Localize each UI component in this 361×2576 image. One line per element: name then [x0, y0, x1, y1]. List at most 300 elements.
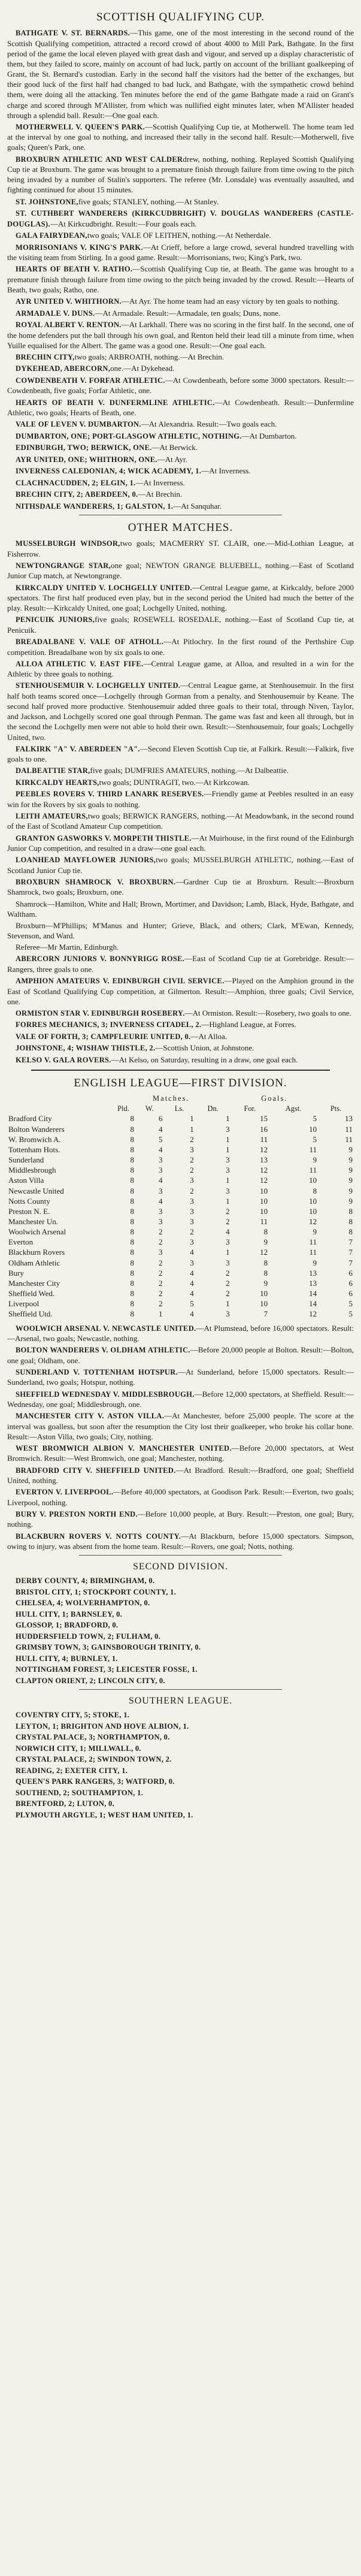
column-header: For. — [244, 1104, 256, 1113]
stat-cell: 2 — [158, 1258, 163, 1267]
match-text: two goals; VALE OF LEITHEN, nothing.—At Netherdale. — [87, 231, 271, 240]
table-row — [7, 1216, 354, 1227]
stat-cell: 11 — [309, 1144, 317, 1154]
match-report — [7, 899, 354, 919]
league-table — [7, 1094, 354, 1319]
match-text: —At Pitlochry. In the first round of the Perthshire Cup competition. Breadalbane won by six goals to one. — [7, 637, 354, 657]
stat-cell: 12 — [309, 1216, 317, 1226]
result-line: GRIMSBY TOWN, 3; GAINSBOROUGH TRINITY, 0. — [16, 1643, 201, 1652]
match-headline: INVERNESS CALEDONIAN, 4; WICK ACADEMY, 1. — [16, 467, 202, 476]
match-text: —At Berwick. — [151, 443, 198, 452]
match-report — [7, 1323, 354, 1344]
match-headline: BATHGATE V. ST. BERNARDS. — [16, 29, 131, 38]
stat-cell: 4 — [158, 1176, 163, 1185]
match-report — [7, 1443, 354, 1464]
stat-cell: 8 — [348, 1227, 353, 1237]
team-name: Notts County — [8, 1196, 50, 1206]
result-line: SOUTHEND, 2; SOUTHAMPTON, 1. — [16, 1788, 144, 1797]
match-text: —At Bradford. Result:—Bradford, one goal; Sheffield United, nothing. — [7, 1465, 354, 1485]
match-report — [7, 560, 354, 581]
match-report — [7, 833, 354, 854]
match-text: —Central League game, at Kirkcaldy, before 2000 spectators. The first half produced even play, but in the second period the United had much the better of the play. Result:—Kirkcaldy United, one goal; Lochgelly United, nothing. — [7, 582, 354, 613]
match-report — [7, 197, 354, 207]
stat-cell: 1 — [158, 1309, 163, 1319]
match-text: —At Alloa. — [190, 1031, 227, 1041]
stat-cell: 8 — [130, 1186, 134, 1195]
match-text: drew, nothing, nothing. Replayed Scottish Qualifying Cup tie at Broxburn. The game was brought to a premature finish through failure from time owing to the pitch being invaded by a number of Stalin's supporters. The referee (Mr. Lonsdale) was eventually assaulted, and fighting continued for about 15 minutes. — [7, 154, 354, 195]
match-text: —At Alexandria. Result:—Two goals each. — [141, 419, 277, 429]
stat-cell: 10 — [260, 1186, 268, 1195]
match-text: two goals; MUSSELBURGH ATHLETIC, nothing.—East of Scotland Junior Cup tie. — [7, 855, 354, 875]
table-row — [7, 1144, 354, 1155]
stat-cell: 8 — [348, 1216, 353, 1226]
match-report — [7, 538, 354, 559]
stat-cell: 8 — [130, 1124, 134, 1134]
stat-cell: 10 — [309, 1206, 317, 1216]
match-headline: MORRISONIANS V. KING'S PARK. — [16, 243, 143, 252]
stat-cell: 9 — [313, 1258, 317, 1267]
match-report — [7, 1367, 354, 1388]
match-headline: CLACHNACUDDEN, 2; ELGIN, 1. — [16, 478, 136, 487]
stat-cell: 8 — [130, 1278, 134, 1288]
stat-cell: 6 — [348, 1289, 353, 1298]
stat-cell: 11 — [345, 1124, 353, 1134]
match-text: five goals; ROSEWELL ROSEDALE, nothing.—East of Scotland Cup tie, at Penicuik. — [7, 615, 354, 635]
stat-cell: 8 — [130, 1258, 134, 1267]
match-text: —At Plumstead, before 16,000 spectators. Result:—Arsenal, two goals; Newcastle, nothing. — [7, 1323, 354, 1343]
match-report — [7, 397, 354, 418]
stat-cell: 4 — [158, 1196, 163, 1206]
stat-cell: 2 — [190, 1134, 194, 1144]
match-headline: DALBEATTIE STAR, — [16, 766, 90, 775]
match-report — [7, 1043, 354, 1053]
match-report — [7, 942, 354, 952]
stat-cell: 2 — [158, 1227, 163, 1237]
result-line: CRYSTAL PALACE, 2; SWINDON TOWN, 2. — [16, 1755, 172, 1764]
match-report — [7, 454, 354, 465]
match-text: —At Larkhall. There was no scoring in the first half. In the second, one of the home defenders put the ball through his own goal, and Renton held their lead till a minute from time, when Yuille equalised for the Albert. The game was a good one. Result:—One goal each. — [7, 320, 354, 350]
match-report — [7, 1487, 354, 1508]
match-text: —Played on the Amphion ground in the East of Scotland Qualifying Cup competition, at Gilmerton. Result:—Amphion, three goals; Civil Service, one. — [7, 976, 354, 1006]
stat-cell: 8 — [263, 1227, 268, 1237]
match-report — [7, 319, 354, 351]
result-line: COVENTRY CITY, 5; STOKE, 1. — [16, 1711, 130, 1720]
stat-cell: 3 — [158, 1165, 163, 1175]
team-name: Manchester City — [8, 1278, 60, 1288]
column-header: W. — [145, 1104, 154, 1113]
stat-cell: 2 — [226, 1289, 230, 1298]
match-headline: DYKEHEAD, ABERCORN, — [16, 364, 111, 373]
stat-cell: 1 — [226, 1134, 230, 1144]
team-name: W. Bromwich A. — [8, 1134, 61, 1144]
match-report — [7, 154, 354, 195]
match-text: five goals; STANLEY, nothing.—At Stanley. — [78, 197, 219, 206]
match-text: —At Dumbarton. — [241, 431, 297, 440]
stat-cell: 9 — [313, 1227, 317, 1237]
match-headline: MUSSELBURGH WINDSOR, — [16, 539, 120, 548]
stat-cell: 11 — [309, 1165, 317, 1175]
match-headline: ST. JOHNSTONE, — [16, 197, 78, 206]
stat-cell: 3 — [190, 1176, 194, 1185]
stat-cell: 2 — [190, 1186, 194, 1195]
stat-cell: 11 — [260, 1134, 268, 1144]
team-name: Blackburn Rovers — [8, 1248, 65, 1257]
result-line: NORWICH CITY, 1; MILLWALL, 0. — [16, 1744, 141, 1753]
match-text: —At Cowdenbeath. Result:—Dunfermline Athletic, two goals; Hearts of Beath, one. — [7, 397, 354, 418]
match-text: —At Kirkcudbright. Result:—Four goals each. — [50, 219, 197, 228]
stat-cell: 12 — [260, 1248, 268, 1257]
result-line: NOTTINGHAM FOREST, 3; LEICESTER FOSSE, 1. — [16, 1665, 198, 1674]
table-row — [7, 1247, 354, 1257]
table-row — [7, 1268, 354, 1278]
stat-cell: 3 — [190, 1196, 194, 1206]
table-row — [7, 1155, 354, 1165]
english-league-reports — [7, 1323, 354, 1552]
match-report — [7, 765, 354, 776]
stat-cell: 6 — [158, 1114, 163, 1124]
stat-cell: 12 — [260, 1165, 268, 1175]
match-text: —Scottish Qualifying Cup tie, at Beath. The game was brought to a premature finish through failure from time owing to the pitch being invaded by the crowd. Result:—Hearts of Beath, two goals; Ratho, one. — [7, 264, 354, 294]
match-text: —At Blackburn, before 15,000 spectators. Simpson, owing to injury, was absent from the home team. Result:—Rovers, one goal; Notts, nothing. — [7, 1531, 354, 1551]
stat-cell: 8 — [130, 1289, 134, 1298]
stat-cell: 11 — [345, 1134, 353, 1144]
match-headline: ST. CUTHBERT WANDERERS (KIRKCUDBRIGHT) V. DOUGLAS WANDERERS (CASTLE-DOUGLAS). — [7, 209, 354, 228]
team-name: Middlesbrough — [8, 1165, 56, 1175]
match-text: —At Inverness. — [201, 466, 251, 476]
column-header: Agst. — [285, 1104, 302, 1113]
stat-cell: 8 — [130, 1309, 134, 1319]
stat-cell: 3 — [226, 1237, 230, 1247]
stat-cell: 5 — [348, 1299, 353, 1309]
stat-cell: 2 — [190, 1227, 194, 1237]
stat-cell: 2 — [226, 1216, 230, 1226]
stat-cell: 4 — [226, 1227, 230, 1237]
league-table-column-headers — [7, 1104, 354, 1114]
result-line: BRISTOL CITY, 1; STOCKPORT COUNTY, 1. — [16, 1587, 177, 1596]
match-report — [7, 811, 354, 832]
match-text: one goal; NEWTON GRANGE BLUEBELL, nothing.—East of Scotland Junior Cup match, at Newtongrange. — [7, 560, 354, 581]
match-headline: BRECHIN CITY, 2; ABERDEEN, 0. — [16, 490, 138, 499]
stat-cell: 7 — [348, 1237, 353, 1247]
match-report — [7, 582, 354, 614]
match-text: —Second Eleven Scottish Cup tie, at Falkirk. Result:—Falkirk, five goals to one. — [7, 744, 354, 764]
stat-cell: 7 — [348, 1258, 353, 1267]
match-headline: SHEFFIELD WEDNESDAY V. MIDDLESBROUGH. — [16, 1390, 195, 1399]
stat-cell: 7 — [348, 1248, 353, 1257]
result-line: CLAPTON ORIENT, 2; LINCOLN CITY, 0. — [16, 1676, 165, 1685]
match-report — [7, 614, 354, 635]
result-line: QUEEN'S PARK RANGERS, 3; WATFORD, 0. — [16, 1777, 175, 1786]
match-text: two goals; MACMERRY ST. CLAIR, one.—Mid-Lothian League, at Fisherrow. — [7, 539, 354, 558]
stat-cell: 4 — [190, 1289, 194, 1298]
match-report — [7, 854, 354, 875]
stat-cell: 2 — [158, 1268, 163, 1278]
match-text: —Central League game, at Alloa, and resulted in a win for the Athletic by three goals to nothing. — [7, 659, 354, 679]
stat-cell: 4 — [190, 1309, 194, 1319]
stat-cell: 8 — [130, 1196, 134, 1206]
match-text: —Central League game, at Stenhousemuir. In the first half both teams scored once—Lochgelly through Gorman from a penalty, and Stenhousemuir by Keane. The second half proved more productive. Stenhousemuir added three goals to their total, through Niven, Taylor, and Jackson, and Lochgelly scored one goal through Penman. The game was fast and keen all through, but in the second the Lochgelly men were not able to hold their own. Result:—Stenhousemuir, four goals; Lochgelly United, two. — [7, 681, 354, 742]
stat-cell: 10 — [309, 1196, 317, 1206]
match-report — [7, 478, 354, 488]
stat-cell: 8 — [263, 1258, 268, 1267]
stat-cell: 3 — [158, 1186, 163, 1195]
match-report — [7, 352, 354, 363]
table-row — [7, 1134, 354, 1144]
match-headline: GRANTON GASWORKS V. MORPETH THISTLE. — [16, 833, 192, 842]
table-row — [7, 1186, 354, 1196]
match-report — [7, 636, 354, 657]
match-text: —Gardner Cup tie at Broxburn. Result:—Broxburn Shamrock, two goals; Broxburn, one. — [7, 877, 354, 897]
match-text: —Before 20,000 spectators, at West Bromwich. Result:—West Bromwich, one goal; Manchester, nothing. — [7, 1443, 354, 1463]
match-text: —At Sunderland, before 15,000 spectators. Result:—Sunderland, two goals; Hotspur, nothing. — [7, 1367, 354, 1387]
stat-cell: 12 — [260, 1144, 268, 1154]
table-row — [7, 1288, 354, 1298]
match-text: —Highland League, at Forres. — [201, 1020, 296, 1029]
match-report — [7, 501, 354, 512]
stat-cell: 8 — [130, 1134, 134, 1144]
match-report — [7, 230, 354, 241]
stat-cell: 5 — [190, 1299, 194, 1309]
match-headline: HEARTS OF BEATH V. RATHO. — [16, 265, 133, 274]
scottish-cup-reports — [7, 28, 354, 511]
team-name: Bradford City — [8, 1114, 52, 1124]
match-headline: EVERTON V. LIVERPOOL. — [16, 1488, 114, 1497]
match-text: —At Muirhouse, in the first round of the Edinburgh Junior Cup competition, and resulted in a draw—one goal each. — [7, 833, 354, 853]
match-report — [7, 659, 354, 680]
stat-cell: 5 — [313, 1134, 317, 1144]
stat-cell: 3 — [226, 1165, 230, 1175]
match-text: one.—At Dykehead. — [110, 364, 175, 373]
result-line: HULL CITY, 1; BARNSLEY, 0. — [16, 1609, 123, 1618]
stat-cell: 3 — [226, 1155, 230, 1165]
stat-cell: 9 — [348, 1155, 353, 1165]
match-headline: ALLOA ATHLETIC V. EAST FIFE. — [16, 659, 144, 668]
stat-cell: 1 — [226, 1114, 230, 1124]
stat-cell: 3 — [190, 1206, 194, 1216]
stat-cell: 2 — [190, 1165, 194, 1175]
stat-cell: 8 — [130, 1248, 134, 1257]
match-headline: HEARTS OF BEATH V. DUNFERMLINE ATHLETIC. — [16, 398, 215, 407]
stat-cell: 3 — [226, 1124, 230, 1134]
stat-cell: 13 — [309, 1278, 317, 1288]
stat-cell: 9 — [263, 1237, 268, 1247]
stat-cell: 9 — [348, 1176, 353, 1185]
stat-cell: 4 — [190, 1248, 194, 1257]
stat-cell: 4 — [190, 1278, 194, 1288]
stat-cell: 2 — [226, 1268, 230, 1278]
team-name: Woolwich Arsenal — [8, 1227, 66, 1237]
match-headline: VALE OF FORTH, 3; CAMPFLEURIE UNITED, 0. — [16, 1032, 191, 1041]
result-line: BRENTFORD, 2; LUTON, 0. — [16, 1799, 115, 1808]
match-text: —Before 20,000 people at Bolton. Result:—Bolton, one goal; Oldham, one. — [7, 1345, 354, 1365]
match-headline: BRECHIN CITY, — [16, 352, 75, 361]
other-matches-reports — [7, 538, 354, 1065]
match-text: —At Armadale. Result:—Armadale, ten goals; Duns, none. — [95, 308, 281, 318]
match-headline: WEST BROMWICH ALBION V. MANCHESTER UNITED. — [16, 1443, 232, 1452]
match-headline: SUNDERLAND V. TOTTENHAM HOTSPUR. — [16, 1367, 178, 1376]
match-text: —Before 12,000 spectators, at Sheffield. Result:—Wednesday, one goal; Middlesbrough, one. — [7, 1389, 354, 1409]
stat-cell: 8 — [130, 1155, 134, 1165]
match-text: —At Ayr. The home team had an easy victory by ten goals to nothing. — [121, 297, 339, 306]
match-headline: ROYAL ALBERT V. RENTON. — [16, 321, 122, 330]
stat-cell: 7 — [263, 1309, 268, 1319]
stat-cell: 5 — [158, 1134, 163, 1144]
stat-cell: 14 — [309, 1289, 317, 1298]
match-report — [7, 1031, 354, 1042]
stat-cell: 15 — [260, 1114, 268, 1124]
match-text: Referee—Mr Martin, Edinburgh. — [16, 943, 119, 952]
team-name: Sheffield Utd. — [8, 1309, 53, 1319]
stat-cell: 13 — [309, 1268, 317, 1278]
match-text: two goals; BERWICK RANGERS, nothing.—At Meadowbank, in the second round of the East of Scotland Amateur Cup competition. — [7, 811, 354, 831]
match-headline: COWDENBEATH V. FORFAR ATHLETIC. — [16, 376, 165, 385]
team-name: Bolton Wanderers — [8, 1124, 65, 1134]
match-report — [7, 1055, 354, 1065]
match-text: —At Ayr. — [157, 454, 187, 464]
match-text: —At Sanquhar. — [173, 501, 222, 511]
match-report — [7, 1509, 354, 1530]
match-text: —Scottish Qualifying Cup tie, at Motherwell. The home team led at the interval by one goal to nothing, and increased their tally in the second half. Result:—Motherwell, five goals; Queen's Park, one. — [7, 122, 354, 152]
match-headline: AYR UNITED V. WHITHORN. — [16, 297, 122, 306]
stat-cell: 5 — [313, 1114, 317, 1124]
column-header: Pts. — [330, 1104, 342, 1113]
stat-cell: 2 — [158, 1289, 163, 1298]
match-headline: BROXBURN SHAMROCK V. BROXBURN. — [16, 877, 176, 886]
stat-cell: 8 — [130, 1176, 134, 1185]
team-name: Newcastle United — [8, 1186, 64, 1195]
table-row — [7, 1196, 354, 1206]
stat-cell: 3 — [158, 1248, 163, 1257]
stat-cell: 13 — [345, 1114, 353, 1124]
match-headline: MOTHERWELL V. QUEEN'S PARK. — [16, 122, 145, 131]
team-name: Aston Villa — [8, 1176, 44, 1185]
table-row — [7, 1237, 354, 1247]
stat-cell: 9 — [348, 1186, 353, 1195]
match-headline: PEEBLES ROVERS V. THIRD LANARK RESERVES. — [16, 790, 204, 799]
match-headline: FALKIRK "A" V. ABERDEEN "A". — [16, 744, 140, 753]
stat-cell: 2 — [190, 1155, 194, 1165]
match-headline: KIRKCALDY HEARTS, — [16, 778, 99, 787]
stat-cell: 9 — [313, 1155, 317, 1165]
other-matches-title: OTHER MATCHES. — [128, 521, 233, 534]
column-header: Dn. — [207, 1104, 219, 1113]
stat-cell: 16 — [260, 1124, 268, 1134]
stat-cell: 8 — [130, 1114, 134, 1124]
southern-league-title: SOUTHERN LEAGUE. — [128, 1696, 233, 1707]
match-report — [7, 375, 354, 396]
table-row — [7, 1113, 354, 1124]
match-text: —At Kelso, on Saturday, resulting in a draw, one goal each. — [111, 1055, 298, 1064]
league-table-group-header — [7, 1094, 354, 1104]
stat-cell: 14 — [309, 1299, 317, 1309]
second-division-results — [7, 1576, 354, 1686]
match-text: —Before 40,000 spectators, at Goodison Park. Result:—Everton, two goals; Liverpool, nothing. — [7, 1487, 354, 1507]
stat-cell: 8 — [130, 1216, 134, 1226]
stat-cell: 1 — [226, 1176, 230, 1185]
stat-cell: 8 — [130, 1165, 134, 1175]
match-report — [7, 1008, 354, 1019]
match-text: two goals; ARBROATH, nothing.—At Brechin. — [74, 352, 225, 361]
match-headline: ARMADALE V. DUNS. — [16, 309, 95, 318]
southern-league-results — [7, 1710, 354, 1820]
stat-cell: 2 — [226, 1206, 230, 1216]
stat-cell: 8 — [263, 1268, 268, 1278]
stat-cell: 10 — [260, 1289, 268, 1298]
stat-cell: 3 — [158, 1155, 163, 1165]
stat-cell: 3 — [226, 1258, 230, 1267]
result-line: CRYSTAL PALACE, 3; NORTHAMPTON, 0. — [16, 1733, 170, 1742]
stat-cell: 4 — [190, 1268, 194, 1278]
goals-group-label: Goals. — [261, 1094, 288, 1103]
table-row — [7, 1298, 354, 1309]
column-header: Ls. — [174, 1104, 184, 1113]
match-text: —At Brechin. — [138, 490, 183, 499]
match-text: —Scottish Union, at Johnstone. — [155, 1043, 254, 1053]
stat-cell: 8 — [130, 1206, 134, 1216]
table-row — [7, 1165, 354, 1175]
match-headline: BOLTON WANDERERS V. OLDHAM ATHLETIC. — [16, 1346, 190, 1355]
stat-cell: 12 — [309, 1309, 317, 1319]
stat-cell: 8 — [130, 1237, 134, 1247]
stat-cell: 9 — [263, 1278, 268, 1288]
result-line: GLOSSOP, 1; BRADFORD, 0. — [16, 1621, 119, 1630]
result-line: HULL CITY, 4; BURNLEY, 1. — [16, 1654, 118, 1663]
stat-cell: 10 — [260, 1299, 268, 1309]
match-headline: BRADFORD CITY V. SHEFFIELD UNITED. — [16, 1466, 176, 1475]
stat-cell: 12 — [260, 1176, 268, 1185]
stat-cell: 3 — [190, 1237, 194, 1247]
match-headline: ABERCORN JUNIORS V. BONNYRIGG ROSE. — [16, 955, 185, 964]
stat-cell: 3 — [226, 1309, 230, 1319]
match-report — [7, 264, 354, 295]
stat-cell: 11 — [260, 1216, 268, 1226]
stat-cell: 10 — [309, 1124, 317, 1134]
stat-cell: 4 — [158, 1144, 163, 1154]
match-text: Broxburn—M'Phillips; M'Manus and Hunter; Grieve, Black, and others; Clark, M'Ewan, Kennedy, Stevenson, and Ward. — [7, 920, 354, 941]
stat-cell: 9 — [348, 1196, 353, 1206]
match-report — [7, 1531, 354, 1552]
match-headline: ORMISTON STAR V. EDINBURGH ROSEBERY. — [16, 1008, 185, 1017]
result-line: CHELSEA, 4; WOLVERHAMPTON, 0. — [16, 1599, 150, 1608]
match-report — [7, 1389, 354, 1410]
stat-cell: 10 — [309, 1176, 317, 1185]
match-text: —At Cowdenbeath, before some 3000 spectators. Result:—Cowdenbeath, five goals; Forfar Athletic, one. — [7, 375, 354, 395]
team-name: Liverpool — [8, 1299, 40, 1309]
stat-cell: 8 — [313, 1186, 317, 1195]
match-text: —At Inverness. — [135, 478, 185, 487]
second-division-title: SECOND DIVISION. — [132, 1562, 229, 1572]
team-name: Tottenham Hots. — [8, 1144, 60, 1154]
section-divider — [31, 1070, 330, 1071]
table-row — [7, 1124, 354, 1134]
stat-cell: 8 — [130, 1227, 134, 1237]
table-row — [7, 1309, 354, 1319]
match-headline: NITHSDALE WANDERERS, 1; GALSTON, 1. — [16, 502, 174, 511]
stat-cell: 3 — [190, 1258, 194, 1267]
result-line: PLYMOUTH ARGYLE, 1; WEST HAM UNITED, 1. — [16, 1810, 193, 1819]
stat-cell: 4 — [158, 1124, 163, 1134]
stat-cell: 11 — [309, 1237, 317, 1247]
stat-cell: 8 — [130, 1268, 134, 1278]
table-row — [7, 1227, 354, 1237]
team-name: Sunderland — [8, 1155, 44, 1165]
match-report — [7, 431, 354, 442]
stat-cell: 10 — [260, 1196, 268, 1206]
match-headline: BREADALBANE V. VALE OF ATHOLL. — [16, 638, 164, 647]
match-report — [7, 680, 354, 742]
team-name: Sheffield Wed. — [8, 1289, 55, 1298]
stat-cell: 2 — [158, 1237, 163, 1247]
